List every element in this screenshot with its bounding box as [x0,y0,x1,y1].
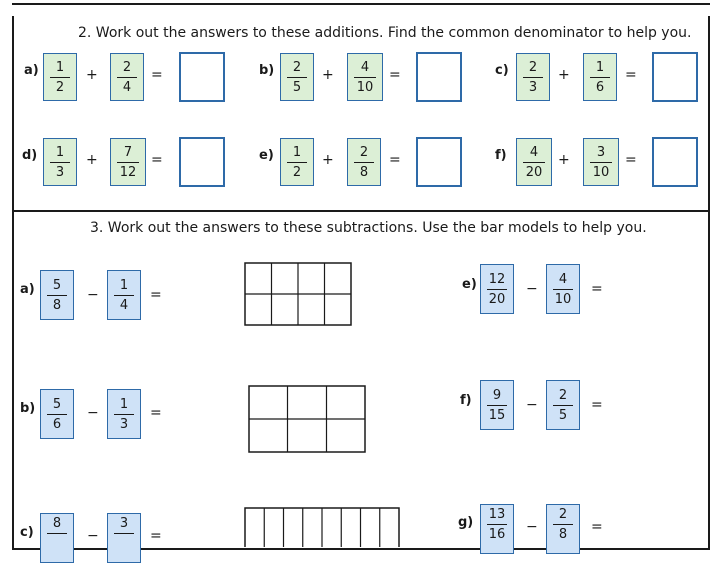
equals-sign: = [151,152,163,168]
fraction-card [107,270,141,320]
denominator: 4 [119,297,129,313]
problem-label: e) [259,148,274,163]
answer-box[interactable] [416,137,462,187]
minus-sign: − [87,287,99,303]
denominator: 3 [528,79,538,95]
bar-model[interactable] [244,262,352,326]
fraction-card [43,53,77,101]
fraction-card [107,389,141,439]
answer-box[interactable] [179,137,225,187]
bar-model[interactable] [248,385,366,453]
minus-sign: − [526,281,538,297]
fraction-card [40,513,74,563]
denominator: 10 [592,164,610,180]
equals-sign: = [150,287,162,303]
fraction-card [516,53,550,101]
plus-sign: + [86,152,98,168]
numerator: 13 [488,507,506,522]
numerator: 12 [488,271,506,287]
numerator: 2 [292,59,302,75]
problem-label: d) [22,148,38,163]
numerator: 2 [558,387,568,403]
denominator: 12 [119,164,137,180]
equals-sign: = [591,397,603,413]
answer-box[interactable] [179,52,225,102]
denominator: 2 [55,79,65,95]
problem-label: a) [20,282,35,297]
section-3-instruction: 3. Work out the answers to these subtractions. Use the bar models to help you. [90,220,647,236]
equals-sign: = [151,67,163,83]
denominator: 8 [558,527,568,542]
plus-sign: + [558,67,570,83]
fraction-card [347,138,381,186]
numerator: 5 [52,277,62,293]
fraction-card [516,138,552,186]
problem-label: e) [462,277,477,292]
problem-label: b) [259,63,275,78]
problem-label: f) [495,148,507,163]
denominator: 8 [52,297,62,313]
equals-sign: = [150,405,162,421]
numerator: 3 [596,144,606,160]
bar-model[interactable] [244,507,400,547]
numerator: 1 [55,59,65,75]
numerator: 1 [292,144,302,160]
numerator: 8 [52,516,62,531]
plus-sign: + [86,67,98,83]
problem-label: a) [24,63,39,78]
fraction-card [347,53,383,101]
problem-label: c) [495,63,509,78]
denominator: 5 [292,79,302,95]
problem-label: b) [20,401,36,416]
equals-sign: = [625,152,637,168]
fraction-bar [114,533,134,534]
denominator: 10 [356,79,374,95]
denominator: 20 [525,164,543,180]
problem-label: c) [20,525,34,540]
numerator: 2 [558,507,568,522]
problem-label: g) [458,515,474,530]
numerator: 1 [119,277,129,293]
fraction-card [480,504,514,554]
fraction-card [546,380,580,430]
numerator: 4 [529,144,539,160]
fraction-card [583,53,617,101]
fraction-card [546,504,580,554]
minus-sign: − [526,397,538,413]
denominator: 3 [55,164,65,180]
denominator: 6 [52,416,62,432]
equals-sign: = [150,528,162,544]
fraction-card [40,270,74,320]
numerator: 2 [528,59,538,75]
fraction-card [280,138,314,186]
equals-sign: = [389,67,401,83]
section-3-panel [12,210,710,550]
fraction-card [546,264,580,314]
numerator: 4 [360,59,370,75]
fraction-card [480,380,514,430]
denominator: 16 [488,527,506,542]
plus-sign: + [322,152,334,168]
numerator: 2 [359,144,369,160]
minus-sign: − [526,519,538,535]
numerator: 7 [123,144,133,160]
numerator: 1 [595,59,605,75]
denominator: 10 [554,291,572,307]
fraction-bar [47,533,67,534]
numerator: 1 [119,396,129,412]
denominator: 4 [122,79,132,95]
numerator: 1 [55,144,65,160]
denominator: 15 [488,407,506,423]
answer-box[interactable] [652,52,698,102]
denominator: 8 [359,164,369,180]
fraction-card [280,53,314,101]
denominator: 3 [119,416,129,432]
equals-sign: = [591,281,603,297]
plus-sign: + [558,152,570,168]
answer-box[interactable] [652,137,698,187]
fraction-card [480,264,514,314]
top-panel-edge [12,0,710,5]
denominator: 20 [488,291,506,307]
numerator: 3 [119,516,129,531]
numerator: 4 [558,271,568,287]
minus-sign: − [87,528,99,544]
denominator: 5 [558,407,568,423]
denominator: 6 [595,79,605,95]
fraction-card [583,138,619,186]
numerator: 5 [52,396,62,412]
equals-sign: = [389,152,401,168]
fraction-card [43,138,77,186]
fraction-card [110,138,146,186]
fraction-card [40,389,74,439]
equals-sign: = [625,67,637,83]
equals-sign: = [591,519,603,535]
numerator: 9 [492,387,502,403]
fraction-card [107,513,141,563]
plus-sign: + [322,67,334,83]
minus-sign: − [87,405,99,421]
numerator: 2 [122,59,132,75]
answer-box[interactable] [416,52,462,102]
section-2-instruction: 2. Work out the answers to these additions. Find the common denominator to help you. [78,25,692,41]
denominator: 2 [292,164,302,180]
problem-label: f) [460,393,472,408]
fraction-card [110,53,144,101]
